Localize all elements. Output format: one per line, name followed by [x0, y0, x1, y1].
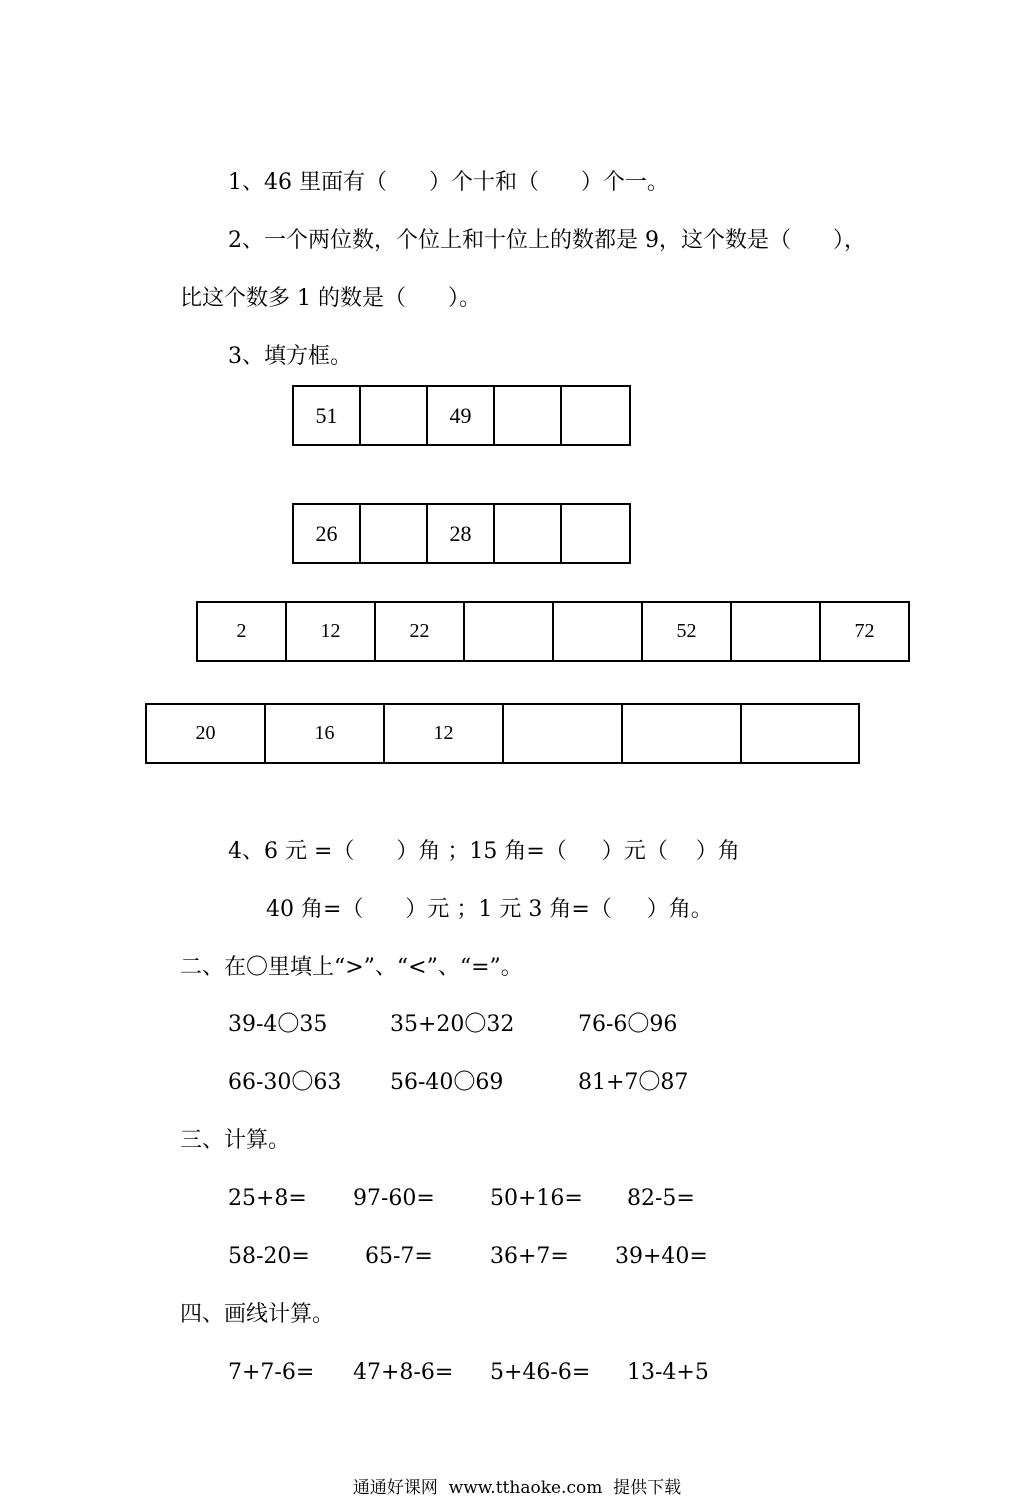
box-cell-blank	[562, 505, 629, 562]
box-cell-blank	[554, 603, 643, 660]
calc-expression: 58-20=	[228, 1244, 310, 1269]
calc-expression: 65-7=	[365, 1244, 433, 1269]
compare-expression: 81+7〇87	[578, 1070, 689, 1095]
box-cell: 26	[294, 505, 361, 562]
box-cell: 72	[854, 620, 875, 642]
section-4-title: 四、画线计算。	[180, 1302, 335, 1327]
box-cell: 20	[147, 705, 266, 762]
box-cell: 16	[266, 705, 385, 762]
calc-expression: 47+8-6=	[353, 1360, 454, 1385]
calc-expression: 25+8=	[228, 1186, 307, 1211]
compare-expression: 76-6〇96	[578, 1012, 678, 1037]
footer-source: 通通好课网 www.tthaoke.com 提供下载	[352, 1478, 682, 1498]
section-3-row-1	[0, 1184, 1034, 1214]
section-3-row-2	[0, 1242, 1034, 1272]
calc-expression: 97-60=	[353, 1186, 435, 1211]
box-cell: 52	[643, 603, 732, 660]
box-cell-blank	[742, 705, 858, 762]
question-1: 1、46 里面有（ ）个十和（ ）个一。	[228, 170, 669, 195]
box-cell-blank	[495, 505, 562, 562]
section-2-row-1	[0, 1010, 1034, 1040]
box-cell-blank	[361, 505, 428, 562]
question-2-line-2: 比这个数多 1 的数是（ ）。	[180, 286, 481, 311]
section-4-row-1	[0, 1358, 1034, 1388]
question-2-line-1: 2、一个两位数，个位上和十位上的数都是 9，这个数是（ ），	[228, 228, 866, 253]
question-4-line-1: 4、6 元 =（ ）角 ；15 角=（ ）元（ ）角	[228, 839, 740, 864]
box-cell-blank	[495, 387, 562, 444]
question-4-line-2: 40 角=（ ）元 ；1 元 3 角=（ ）角。	[266, 897, 713, 922]
box-cell-blank	[504, 705, 623, 762]
box-cell-blank	[465, 603, 554, 660]
section-3-title: 三、计算。	[180, 1128, 291, 1153]
box-cell: 12	[287, 603, 376, 660]
calc-expression: 36+7=	[490, 1244, 569, 1269]
box-cell-blank	[732, 603, 821, 660]
box-cell: 12	[385, 705, 504, 762]
box-cell: 28	[428, 505, 495, 562]
box-cell: 51	[294, 387, 361, 444]
box-row-2	[292, 503, 631, 564]
section-2-title: 二、在〇里填上“>”、“<”、“=”。	[180, 955, 523, 980]
compare-expression: 66-30〇63	[228, 1070, 342, 1095]
compare-expression: 56-40〇69	[390, 1070, 504, 1095]
question-3-title: 3、填方框。	[228, 344, 352, 369]
box-row-3	[196, 601, 910, 662]
calc-expression: 82-5=	[627, 1186, 695, 1211]
box-cell: 22	[376, 603, 465, 660]
calc-expression: 39+40=	[615, 1244, 708, 1269]
box-row-4	[145, 703, 860, 764]
calc-expression: 13-4+5	[627, 1360, 709, 1385]
box-cell-blank	[623, 705, 742, 762]
box-row-1	[292, 385, 631, 446]
compare-expression: 39-4〇35	[228, 1012, 328, 1037]
section-2-row-2	[0, 1068, 1034, 1098]
compare-expression: 35+20〇32	[390, 1012, 515, 1037]
calc-expression: 5+46-6=	[490, 1360, 591, 1385]
box-cell-blank	[562, 387, 629, 444]
box-cell: 49	[428, 387, 495, 444]
box-cell-blank	[361, 387, 428, 444]
box-cell: 2	[198, 603, 287, 660]
calc-expression: 50+16=	[490, 1186, 583, 1211]
calc-expression: 7+7-6=	[228, 1360, 315, 1385]
